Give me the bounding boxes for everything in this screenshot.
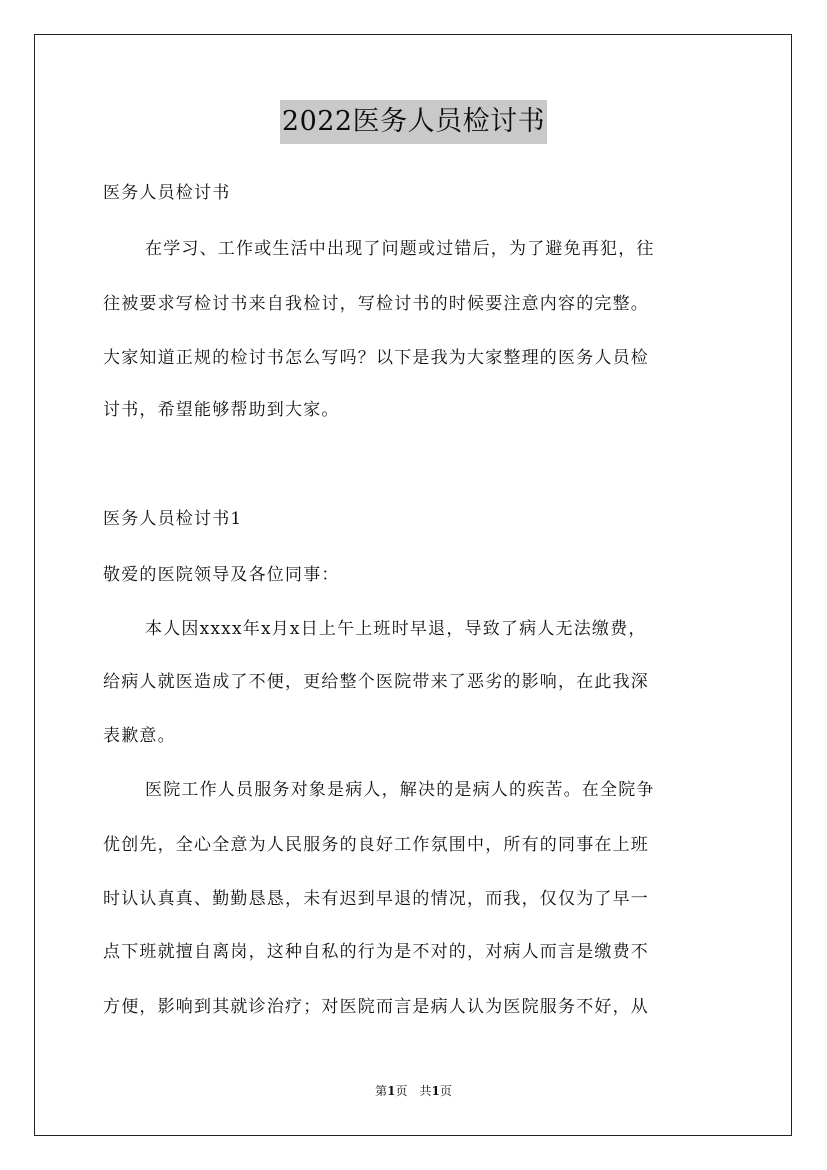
intro-line-2: 往被要求写检讨书来自我检讨，写检讨书的时候要注意内容的完整。	[103, 294, 649, 314]
intro-line-4: 讨书，希望能够帮助到大家。	[103, 400, 340, 420]
para1-line-2: 给病人就医造成了不便，更给整个医院带来了恶劣的影响，在此我深	[103, 672, 649, 692]
intro-line-1: 在学习、工作或生活中出现了问题或过错后，为了避免再犯，往	[145, 239, 655, 259]
footer-page-suffix: 页	[395, 1084, 408, 1098]
para1-line-1: 本人因xxxx年x月x日上午上班时早退，导致了病人无法缴费，	[145, 619, 647, 639]
footer-page-prefix: 第	[375, 1084, 388, 1098]
footer-total-prefix: 共	[419, 1084, 432, 1098]
footer-page-number: 1	[387, 1084, 396, 1098]
section-heading: 医务人员检讨书1	[103, 509, 243, 529]
para2-line-5: 方便，影响到其就诊治疗；对医院而言是病人认为医院服务不好，从	[103, 997, 649, 1017]
para2-line-2: 优创先，全心全意为人民服务的良好工作氛围中，所有的同事在上班	[103, 835, 649, 855]
para2-line-4: 点下班就擅自离岗，这种自私的行为是不对的，对病人而言是缴费不	[103, 942, 649, 962]
document-subtitle: 医务人员检讨书	[103, 183, 231, 203]
salutation: 敬爱的医院领导及各位同事：	[103, 565, 340, 585]
title-container	[0, 100, 827, 144]
para2-line-3: 时认认真真、勤勤恳恳，未有迟到早退的情况，而我，仅仅为了早一	[103, 889, 649, 909]
para1-line-3: 表歉意。	[103, 726, 176, 746]
footer-total-suffix: 页	[439, 1084, 452, 1098]
para2-line-1: 医院工作人员服务对象是病人，解决的是病人的疾苦。在全院争	[145, 780, 655, 800]
document-title: 2022医务人员检讨书	[280, 100, 547, 144]
page-footer	[0, 1083, 827, 1099]
footer-total-number: 1	[431, 1084, 440, 1098]
intro-line-3: 大家知道正规的检讨书怎么写吗？以下是我为大家整理的医务人员检	[103, 348, 649, 368]
